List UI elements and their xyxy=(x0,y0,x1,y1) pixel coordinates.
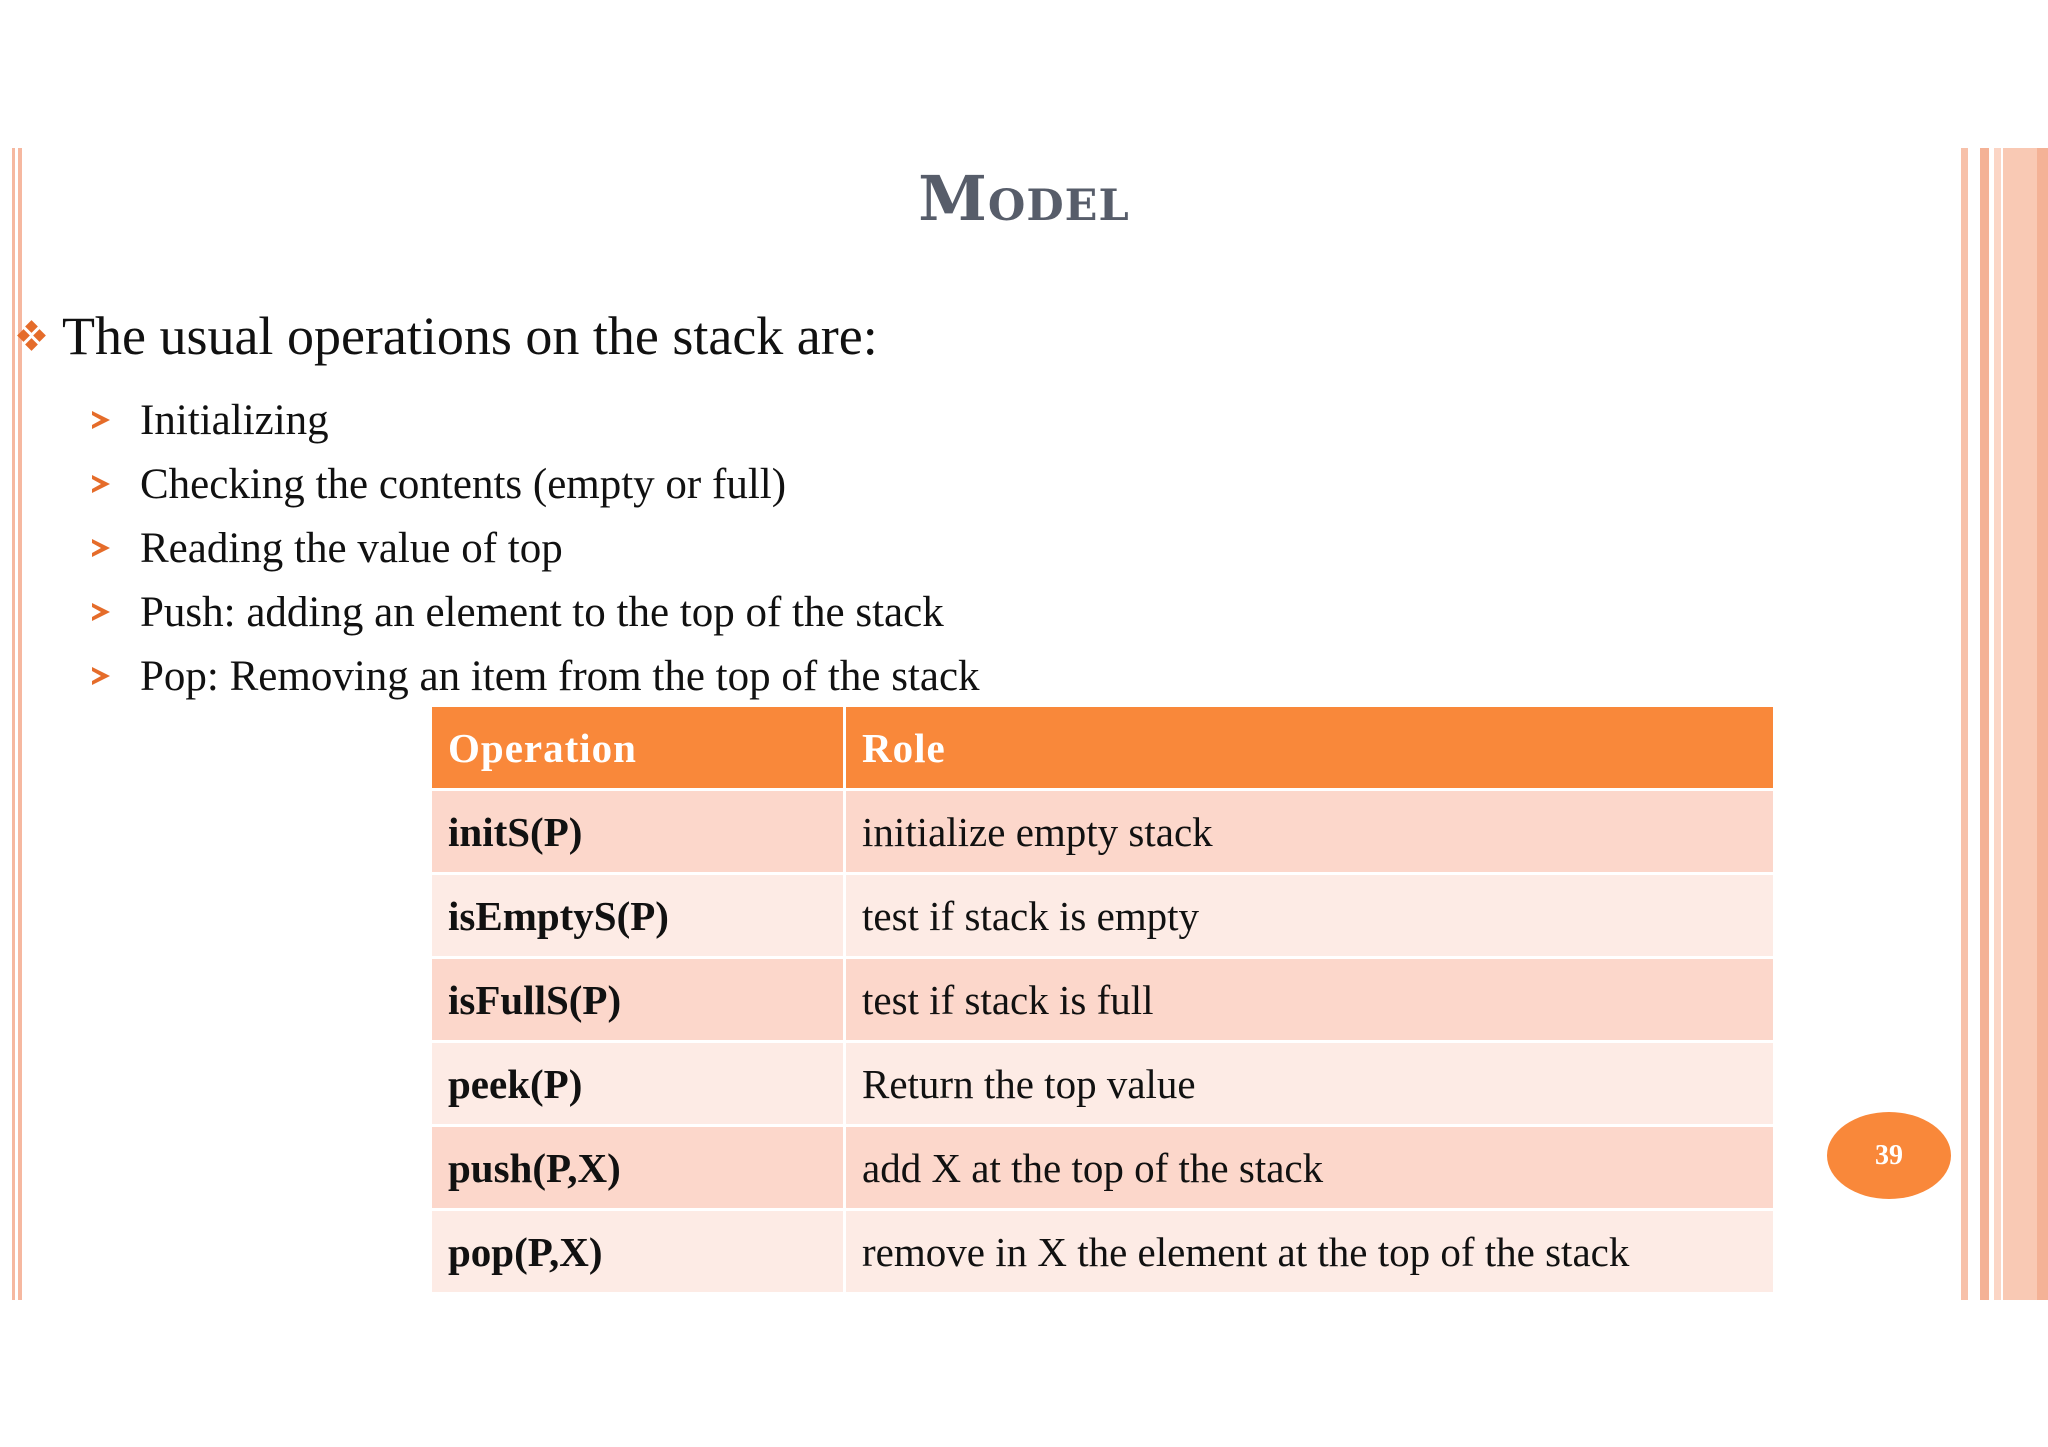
operation-cell: peek(P) xyxy=(432,1043,846,1127)
sub-bullet-item xyxy=(92,644,980,708)
right-border-stripe xyxy=(2003,148,2037,1300)
table-row xyxy=(432,959,1773,1043)
operation-cell: isFullS(P) xyxy=(432,959,846,1043)
operation-cell: push(P,X) xyxy=(432,1127,846,1211)
operation-cell: pop(P,X) xyxy=(432,1211,846,1295)
sub-bullet-text: Initializing xyxy=(140,396,329,444)
right-border-stripe xyxy=(1961,148,1968,1300)
table-row xyxy=(432,875,1773,959)
slide-title: Model xyxy=(918,162,1130,235)
sub-bullet-item xyxy=(92,516,980,580)
role-cell: remove in X the element at the top of the stack xyxy=(846,1211,1773,1295)
sub-bullet-text: Checking the contents (empty or full) xyxy=(140,460,787,508)
arrowhead-bullet-icon xyxy=(92,667,110,685)
table-row xyxy=(432,791,1773,875)
sub-bullet-item xyxy=(92,388,980,452)
arrowhead-bullet-icon xyxy=(92,475,110,493)
table-row xyxy=(432,1211,1773,1295)
table-row xyxy=(432,1043,1773,1127)
sub-bullet-text: Reading the value of top xyxy=(140,524,563,572)
arrowhead-bullet-icon xyxy=(92,411,110,429)
table-row xyxy=(432,1127,1773,1211)
column-header-role: Role xyxy=(846,707,1773,791)
sub-bullet-item xyxy=(92,452,980,516)
role-cell: initialize empty stack xyxy=(846,791,1773,875)
arrowhead-bullet-icon xyxy=(92,603,110,621)
sub-bullet-item xyxy=(92,580,980,644)
main-bullet-text: The usual operations on the stack are: xyxy=(62,306,878,366)
sub-bullet-text: Pop: Removing an item from the top of the stack xyxy=(140,652,980,700)
role-cell: Return the top value xyxy=(846,1043,1773,1127)
right-border-stripe xyxy=(2037,148,2048,1300)
operation-cell: initS(P) xyxy=(432,791,846,875)
role-cell: add X at the top of the stack xyxy=(846,1127,1773,1211)
column-header-operation: Operation xyxy=(432,707,846,791)
operations-table xyxy=(432,707,1773,1295)
right-border-stripe xyxy=(1980,148,1989,1300)
table-header-row xyxy=(432,707,1773,791)
right-border-stripe xyxy=(1994,148,2001,1300)
page-number-badge: 39 xyxy=(1827,1112,1951,1199)
arrowhead-bullet-icon xyxy=(92,539,110,557)
four-diamond-bullet-icon xyxy=(14,318,50,354)
sub-bullet-list xyxy=(92,388,980,708)
role-cell: test if stack is empty xyxy=(846,875,1773,959)
main-bullet xyxy=(14,305,878,367)
sub-bullet-text: Push: adding an element to the top of the stack xyxy=(140,588,944,636)
operation-cell: isEmptyS(P) xyxy=(432,875,846,959)
role-cell: test if stack is full xyxy=(846,959,1773,1043)
